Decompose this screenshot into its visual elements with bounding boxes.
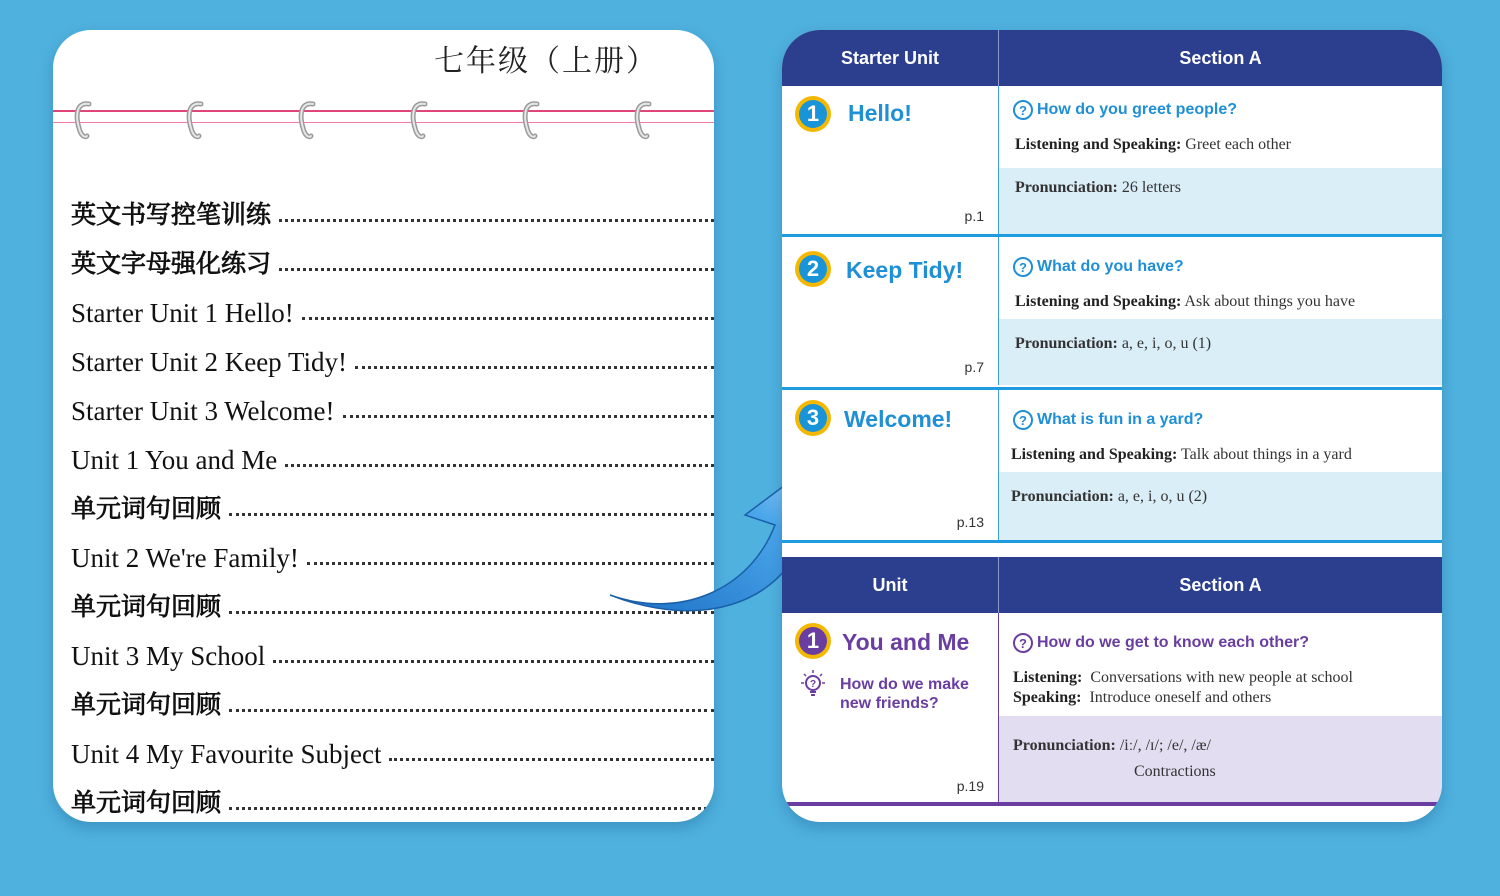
page-ref: p.13 bbox=[956, 514, 984, 530]
toc-entry-title: 单元词句回顾 bbox=[71, 592, 222, 621]
toc-entry-title: 单元词句回顾 bbox=[71, 788, 222, 817]
pronunciation: Pronunciation: 26 letters bbox=[1015, 179, 1181, 196]
toc-entry bbox=[71, 770, 714, 819]
toc-entry-title: 英文书写控笔训练 bbox=[71, 200, 272, 229]
essential-question: ? How do we get to know each other? bbox=[1013, 633, 1309, 653]
toc-leader-dots bbox=[229, 709, 714, 712]
unit-title: Welcome! bbox=[844, 406, 953, 432]
question-icon: ? bbox=[1013, 257, 1033, 277]
toc-leader-dots bbox=[355, 366, 714, 369]
pronunciation: Pronunciation: /iː/, /ɪ/; /e/, /æ/ bbox=[1013, 737, 1211, 754]
listening-speaking: Listening and Speaking: Ask about things you have bbox=[1015, 293, 1356, 310]
page-ref: p.7 bbox=[964, 359, 984, 375]
starter-row bbox=[782, 86, 1442, 234]
toc-entry-title: 单元词句回顾 bbox=[71, 690, 222, 719]
listening-speaking: Listening and Speaking: Talk about things in a yard bbox=[1011, 446, 1352, 463]
toc-entry-title: 单元词句回顾 bbox=[71, 494, 222, 523]
toc-entry bbox=[71, 231, 714, 280]
speaking: Speaking: Introduce oneself and others bbox=[1013, 689, 1272, 706]
pronunciation-band bbox=[999, 472, 1442, 540]
toc-entry bbox=[71, 182, 714, 231]
toc-leader-dots bbox=[343, 415, 714, 418]
toc-leader-dots bbox=[273, 660, 714, 663]
toc-entry bbox=[71, 623, 714, 672]
spiral-ring-icon bbox=[633, 98, 655, 142]
toc-entry-title: Unit 3 My School bbox=[71, 641, 266, 671]
svg-text:?: ? bbox=[809, 679, 817, 690]
essential-question: ? What is fun in a yard? bbox=[1013, 410, 1203, 430]
toc-leader-dots bbox=[229, 807, 714, 810]
unit-title: Hello! bbox=[848, 100, 912, 126]
unit-row bbox=[782, 613, 1442, 802]
toc-entry-title: 英文字母强化练习 bbox=[71, 249, 272, 278]
header-col-unit: Unit bbox=[782, 557, 999, 613]
unit-title: You and Me bbox=[842, 629, 970, 655]
spiral-ring-icon bbox=[409, 98, 431, 142]
toc-entry-title: Starter Unit 3 Welcome! bbox=[71, 396, 335, 426]
unit-number-badge: 1 bbox=[795, 623, 831, 659]
header-col-starter-unit: Starter Unit bbox=[782, 30, 999, 86]
question-icon: ? bbox=[1013, 410, 1033, 430]
toc-leader-dots bbox=[279, 219, 714, 222]
lightbulb-icon bbox=[798, 669, 828, 699]
essential-question: ? How do you greet people? bbox=[1013, 100, 1237, 120]
textbook-contents-card bbox=[782, 30, 1442, 822]
unit-header bbox=[782, 557, 1442, 613]
big-question: How do we make new friends? bbox=[840, 676, 969, 712]
starter-header bbox=[782, 30, 1442, 86]
spiral-ring-icon bbox=[185, 98, 207, 142]
toc-entry-title: Unit 2 We're Family! bbox=[71, 543, 299, 573]
toc-entry bbox=[71, 329, 714, 378]
toc-entry-title: Starter Unit 2 Keep Tidy! bbox=[71, 347, 347, 377]
toc-entry bbox=[71, 280, 714, 329]
pronunciation: Pronunciation: a, e, i, o, u (2) bbox=[1011, 488, 1208, 505]
question-icon: ? bbox=[1013, 100, 1033, 120]
toc-entry-title: Unit 1 You and Me bbox=[71, 445, 278, 475]
page-ref: p.1 bbox=[964, 208, 984, 224]
page-ref: p.19 bbox=[956, 778, 984, 794]
unit-title: Keep Tidy! bbox=[846, 257, 964, 283]
toc-entry bbox=[71, 378, 714, 427]
notebook-title: 七年级（上册） bbox=[434, 44, 658, 79]
essential-question: ? What do you have? bbox=[1013, 257, 1184, 277]
unit-number-badge: 2 bbox=[795, 251, 831, 287]
row-divider bbox=[782, 802, 1442, 806]
notebook-rule-line bbox=[53, 110, 714, 112]
toc-entry bbox=[71, 672, 714, 721]
notebook-contents-card bbox=[53, 30, 714, 822]
toc-entry bbox=[71, 721, 714, 770]
pronunciation-band bbox=[999, 716, 1442, 802]
spiral-ring-icon bbox=[521, 98, 543, 142]
spiral-ring-icon bbox=[297, 98, 319, 142]
unit-number-badge: 3 bbox=[795, 400, 831, 436]
pronunciation-band bbox=[999, 168, 1442, 234]
pronunciation: Pronunciation: a, e, i, o, u (1) bbox=[1015, 335, 1212, 352]
spiral-ring-icon bbox=[73, 98, 95, 142]
header-col-section-a: Section A bbox=[1179, 47, 1262, 68]
pronunciation-contractions: Contractions bbox=[1134, 763, 1216, 780]
toc-entry-title: Unit 4 My Favourite Subject bbox=[71, 739, 382, 769]
notebook-rule-line bbox=[53, 122, 714, 123]
gap bbox=[782, 543, 1442, 557]
listening-speaking: Listening and Speaking: Greet each other bbox=[1015, 136, 1291, 153]
unit-number-badge: 1 bbox=[795, 96, 831, 132]
toc-entry-title: Starter Unit 1 Hello! bbox=[71, 298, 294, 328]
listening: Listening: Conversations with new people at school bbox=[1013, 669, 1353, 686]
header-col-section-a: Section A bbox=[1179, 574, 1262, 595]
toc-leader-dots bbox=[302, 317, 714, 320]
toc-leader-dots bbox=[389, 758, 714, 761]
starter-row bbox=[782, 237, 1442, 385]
question-icon: ? bbox=[1013, 633, 1033, 653]
toc-leader-dots bbox=[279, 268, 714, 271]
starter-row bbox=[782, 390, 1442, 540]
